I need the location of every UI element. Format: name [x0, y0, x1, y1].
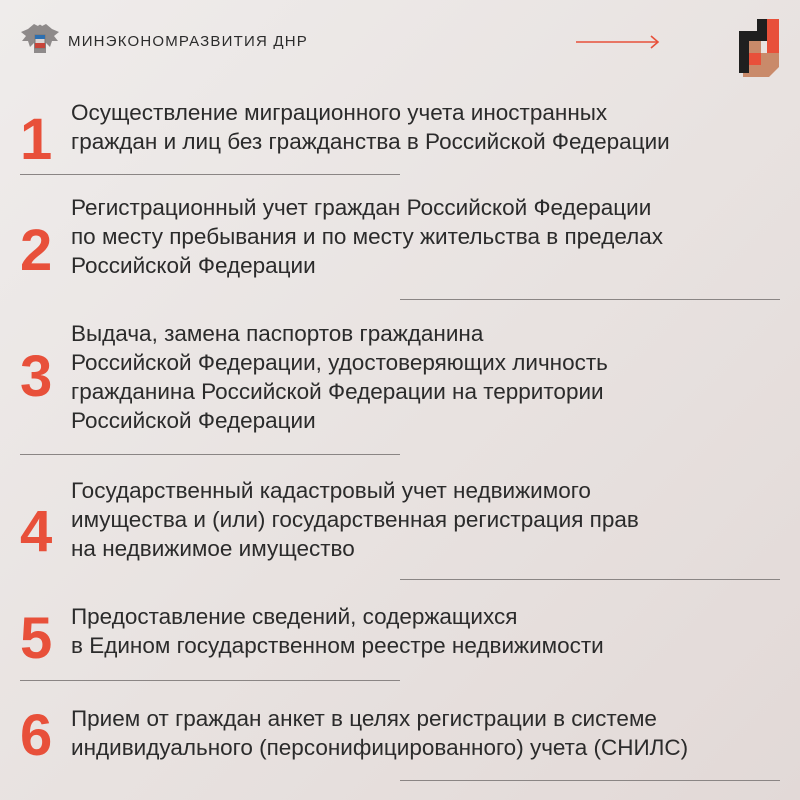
item-number: 3 — [20, 344, 53, 409]
item-text: Предоставление сведений, содержащихся в Едином государственном реестре недвижимости — [71, 604, 604, 658]
divider — [400, 780, 780, 781]
item-number: 2 — [20, 218, 53, 283]
dpr-coat-of-arms-icon — [20, 23, 60, 57]
arrow-right-icon — [576, 35, 660, 49]
item-text: Выдача, замена паспортов гражданина Российской Федерации, удостоверяющих личность гражданина Российской Федерации на территории Российской Федерации — [71, 321, 608, 433]
item-number: 5 — [20, 606, 53, 671]
item-number: 4 — [20, 499, 53, 564]
item-number: 6 — [20, 703, 53, 768]
item-number: 1 — [20, 107, 53, 172]
divider — [20, 174, 400, 175]
header — [0, 0, 800, 80]
divider — [400, 299, 780, 300]
mfc-logo-icon — [733, 17, 781, 79]
item-text: Государственный кадастровый учет недвижимого имущества и (или) государственная регистрация прав на недвижимое имущество — [71, 478, 639, 561]
item-text: Осуществление миграционного учета иностранных граждан и лиц без гражданства в Российской Федерации — [71, 100, 670, 154]
divider — [400, 579, 780, 580]
divider — [20, 680, 400, 681]
divider — [20, 454, 400, 455]
organization-name: МИНЭКОНОМРАЗВИТИЯ ДНР — [68, 33, 308, 50]
item-text: Прием от граждан анкет в целях регистрации в системе индивидуального (персонифицированного) учета (СНИЛС) — [71, 706, 689, 760]
item-text: Регистрационный учет граждан Российской Федерации по месту пребывания и по месту жительства в пределах Российской Федерации — [71, 195, 663, 278]
